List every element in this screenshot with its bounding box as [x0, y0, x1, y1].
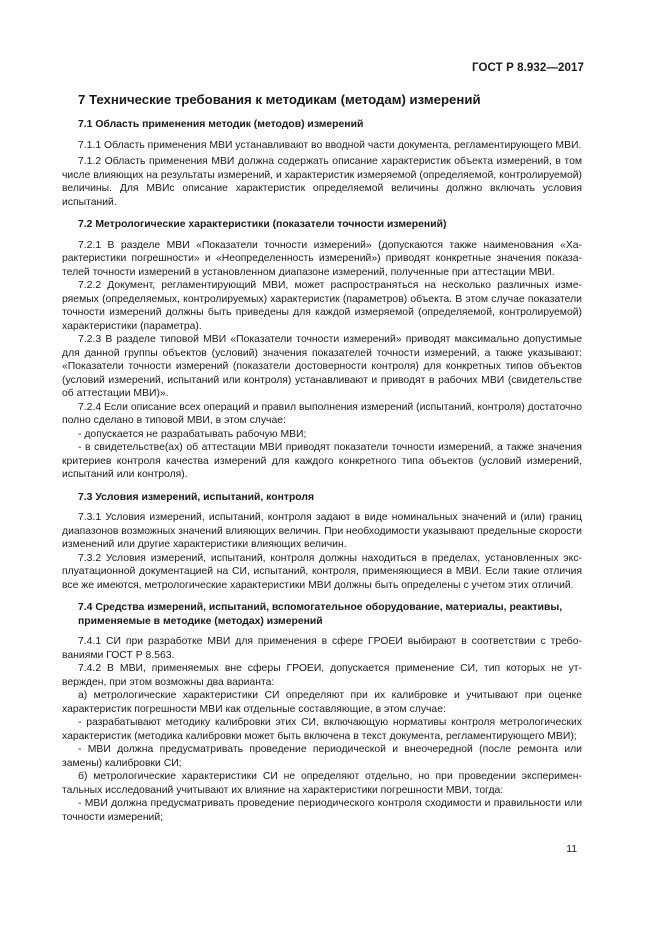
paragraph-7-4-1: 7.4.1 СИ при разработке МВИ для применения в сфере ГРОЕИ выбирают в соответствии с требованиями ГОСТ Р 8.563.	[62, 636, 582, 661]
section-title: 7 Технические требования к методикам (методам) измерений	[78, 92, 481, 107]
list-item: - МВИ должна предусматривать проведение периодической и внеочередной (после ремонта или замены) калибровки СИ;	[62, 744, 582, 769]
page-number: 11	[566, 844, 577, 855]
paragraph-7-1-2: 7.1.2 Область применения МВИ должна содержать описание характеристик объекта измерений, в том числе влияющих на результаты измерений, и характеристик измеряемой (определяемой, контролируемой) величины. Для МВИс описание характеристик определяемой величины должно включать условия испытаний.	[62, 156, 582, 208]
paragraph-7-3-2: 7.3.2 Условия измерений, испытаний, контроля должны находиться в пределах, установленных эксплуатационной документацией на СИ, испытаний, контроля, применяющиеся в МВИ. Если такие отличия все же имеются, метрологические характеристики МВИ должны быть определены с учетом этих отличий.	[62, 552, 582, 591]
paragraph-7-1-1: 7.1.1 Область применения МВИ устанавливают во вводной части документа, регламентирующего МВИ.	[78, 139, 582, 151]
paragraph-7-2-1: 7.2.1 В разделе МВИ «Показатели точности измерений» (допускаются также наименования «Характеристики погрешности» и «Неопределенность измерений») приводят конкретные значения показателей точности измерений в установленном диапазоне измерений, полученные при аттестации МВИ.	[62, 239, 582, 278]
list-item: б) метрологические характеристики СИ не определяют отдельно, но при проведении экспериментальных исследований учитывают их влияние на характеристики погрешности МВИ, тогда:	[62, 771, 582, 796]
list-item: - разрабатывают методику калибровки этих СИ, включающую нормативы контроля метрологических характеристик (методика калибровки может быть включена в текст документа, регламентирующего МВИ);	[62, 717, 582, 742]
paragraph-7-4-2: 7.4.2 В МВИ, применяемых вне сферы ГРОЕИ, допускается применение СИ, тип которых не утвержден, при этом возможны два варианта:	[62, 663, 582, 688]
paragraph-7-2-2: 7.2.2 Документ, регламентирующий МВИ, может распространяться на несколько различных измеряемых (определяемых, контролируемых) характеристик (параметров) объекта. В этом случае показатели точности измерений должны быть приведены для каждой измеряемой (определяемой, контролируемой) характеристики (параметра).	[62, 280, 582, 332]
paragraph-7-2-4: 7.2.4 Если описание всех операций и правил выполнения измерений (испытаний, контроля) достаточно полно сделано в типовой МВИ, в этом случае:	[62, 401, 582, 426]
subsection-title-7-3: 7.3 Условия измерений, испытаний, контроля	[78, 491, 315, 503]
list-item: - МВИ должна предусматривать проведение периодического контроля сходимости и правильности или точности измерений;	[62, 798, 582, 823]
subsection-title-7-4: 7.4 Средства измерений, испытаний, вспомогательное оборудование, материалы, реактивы, применяемые в методике (методах) измерений	[78, 602, 563, 627]
list-item: - в свидетельстве(ах) об аттестации МВИ приводят показатели точности измерений, а также значения критериев контроля качества измерений для каждого конкретного типа объектов (условий измерений, испытаний или контроля).	[62, 442, 582, 480]
page-content	[62, 92, 582, 824]
list-item: а) метрологические характеристики СИ определяют при их калибровке и учитывают при оценке характеристик погрешности МВИ как отдельные составляющие, в этом случае:	[62, 690, 582, 715]
subsection-title-7-1: 7.1 Область применения методик (методов) измерений	[78, 119, 364, 130]
paragraph-7-2-3: 7.2.3 В разделе типовой МВИ «Показатели точности измерений» приводят максимально допустимые для данной группы объектов (условий) значения показателей точности измерений, а также указывают: «Показатели точности измерений (показатели достоверности контроля) для конкретных типов объектов (условий измерений, испытаний или контроля) устанавливают и приводят в рабочих МВИ (свидетельстве об аттестации МВИ)».	[62, 334, 582, 399]
subsection-title-7-2: 7.2 Метрологические характеристики (показатели точности измерений)	[78, 219, 447, 230]
paragraph-7-3-1: 7.3.1 Условия измерений, испытаний, контроля задают в виде номинальных значений и (или) границ диапазонов возможных значений влияющих величин. При необходимости указывают предельные скорости изменений или другие характеристики влияющих величин.	[62, 512, 582, 550]
standard-designation: ГОСТ Р 8.932—2017	[472, 62, 584, 74]
list-item: - допускается не разрабатывать рабочую МВИ;	[78, 428, 307, 440]
